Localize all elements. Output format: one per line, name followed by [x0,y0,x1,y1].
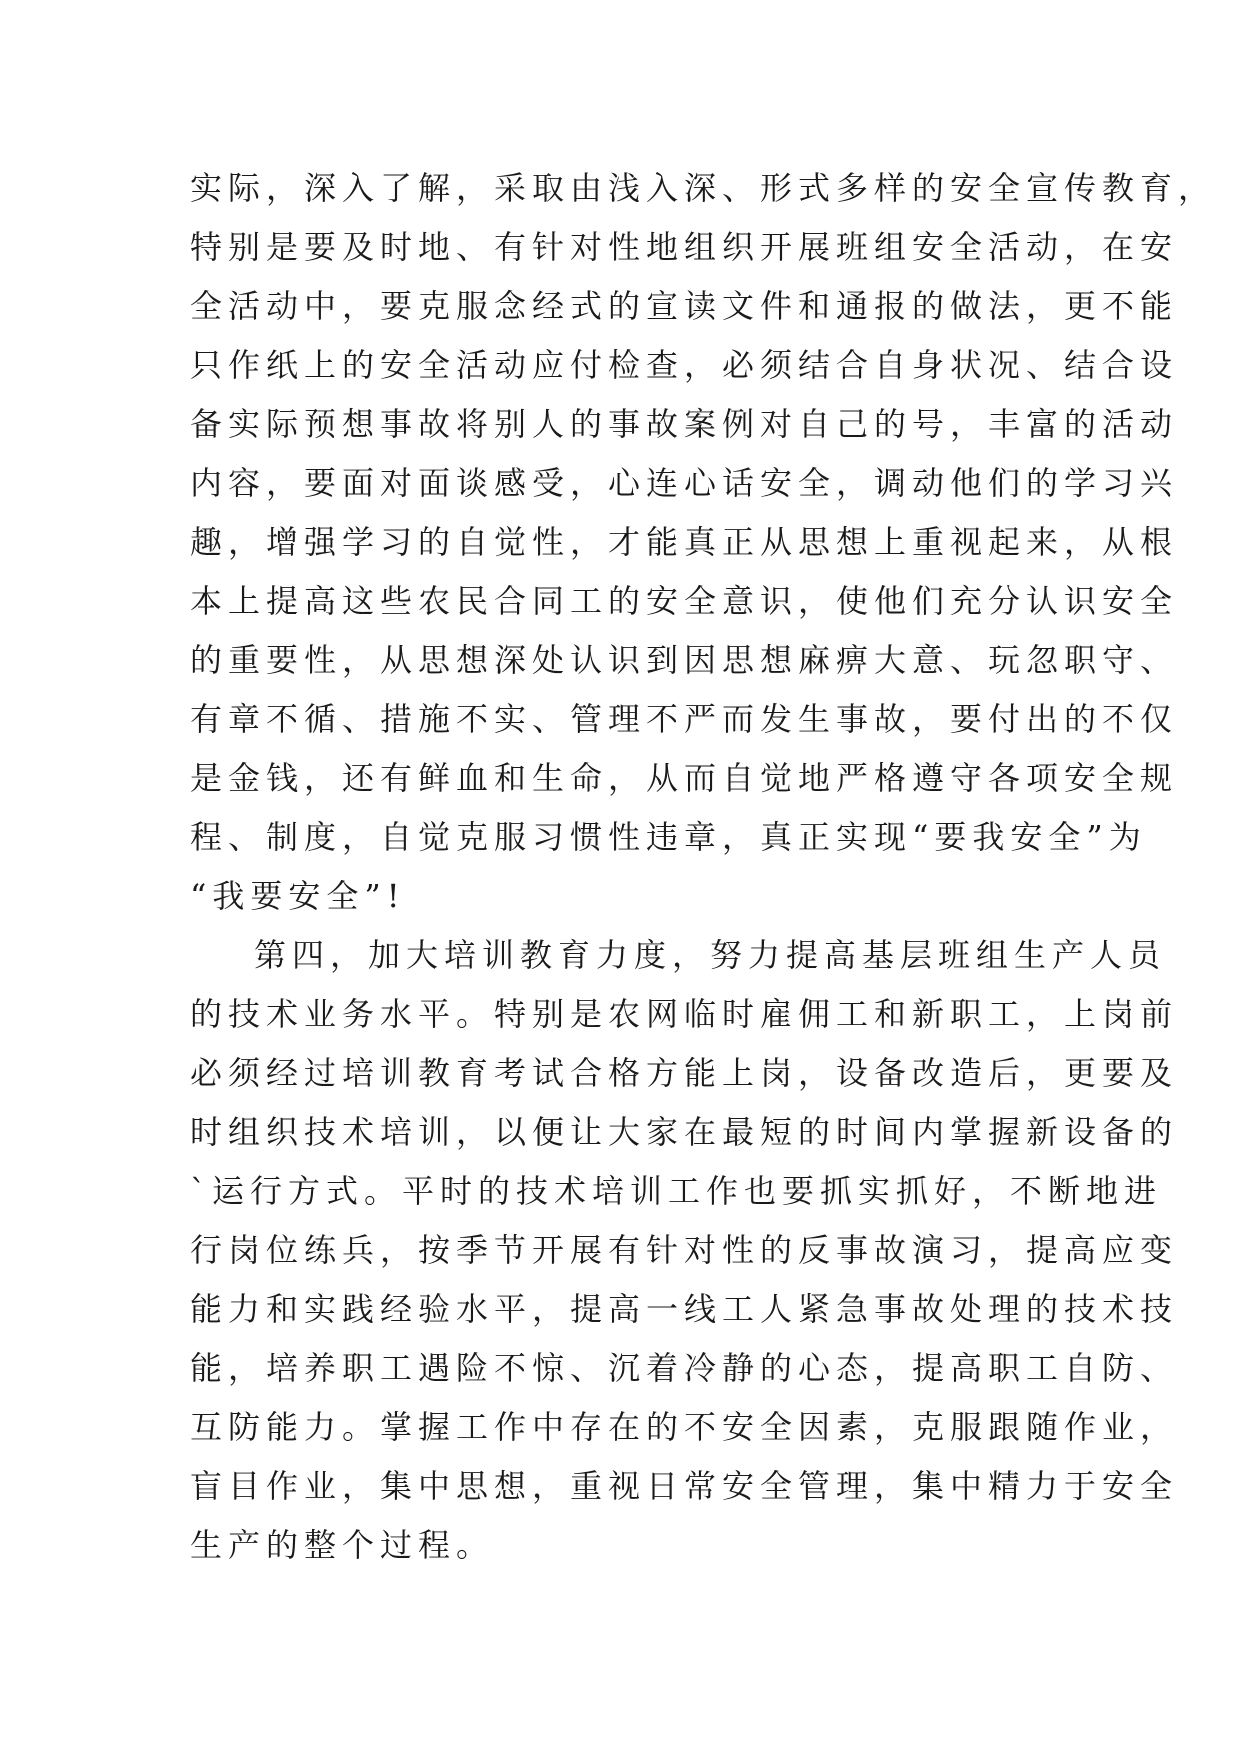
text-line: 程、制度，自觉克服习惯性违章，真正实现“要我安全”为 [190,818,1147,856]
text-line: 只作纸上的安全活动应付检查，必须结合自身状况、结合设 [190,346,1179,384]
text-line: “我要安全”! [190,877,406,915]
paragraph-start-line: 第四，加大培训教育力度，努力提高基层班组生产人员 [254,936,1167,974]
body-text [190,159,1217,1575]
text-line: 特别是要及时地、有针对性地组织开展班组安全活动，在安 [190,228,1179,266]
text-line: 备实际预想事故将别人的事故案例对自己的号，丰富的活动 [190,405,1179,443]
text-line: 生产的整个过程。 [190,1526,495,1564]
text-line: 是金钱，还有鲜血和生命，从而自觉地严格遵守各项安全规 [190,759,1179,797]
text-line: 本上提高这些农民合同工的安全意识，使他们充分认识安全 [190,582,1179,620]
text-line: 的重要性，从思想深处认识到因思想麻痹大意、玩忽职守、 [190,641,1179,679]
text-line: 盲目作业，集中思想，重视日常安全管理，集中精力于安全 [190,1467,1179,1505]
text-line: 有章不循、措施不实、管理不严而发生事故，要付出的不仅 [190,700,1179,738]
text-line: 实际，深入了解，采取由浅入深、形式多样的安全宣传教育， [190,169,1217,207]
text-line: 内容，要面对面谈感受，心连心话安全，调动他们的学习兴 [190,464,1179,502]
text-line: 行岗位练兵，按季节开展有针对性的反事故演习，提高应变 [190,1231,1179,1269]
text-line: 的技术业务水平。特别是农网临时雇佣工和新职工，上岗前 [190,995,1179,1033]
text-line: 能力和实践经验水平，提高一线工人紧急事故处理的技术技 [190,1290,1179,1328]
text-line: 必须经过培训教育考试合格方能上岗，设备改造后，更要及 [190,1054,1179,1092]
text-line: 趣，增强学习的自觉性，才能真正从思想上重视起来，从根 [190,523,1179,561]
text-line: 能，培养职工遇险不惊、沉着冷静的心态，提高职工自防、 [190,1349,1179,1387]
text-line: 全活动中，要克服念经式的宣读文件和通报的做法，更不能 [190,287,1179,325]
text-line: 时组织技术培训，以便让大家在最短的时间内掌握新设备的 [190,1113,1179,1151]
text-line: 互防能力。掌握工作中存在的不安全因素，克服跟随作业， [190,1408,1179,1446]
text-line: `运行方式。平时的技术培训工作也要抓实抓好，不断地进 [190,1172,1163,1210]
